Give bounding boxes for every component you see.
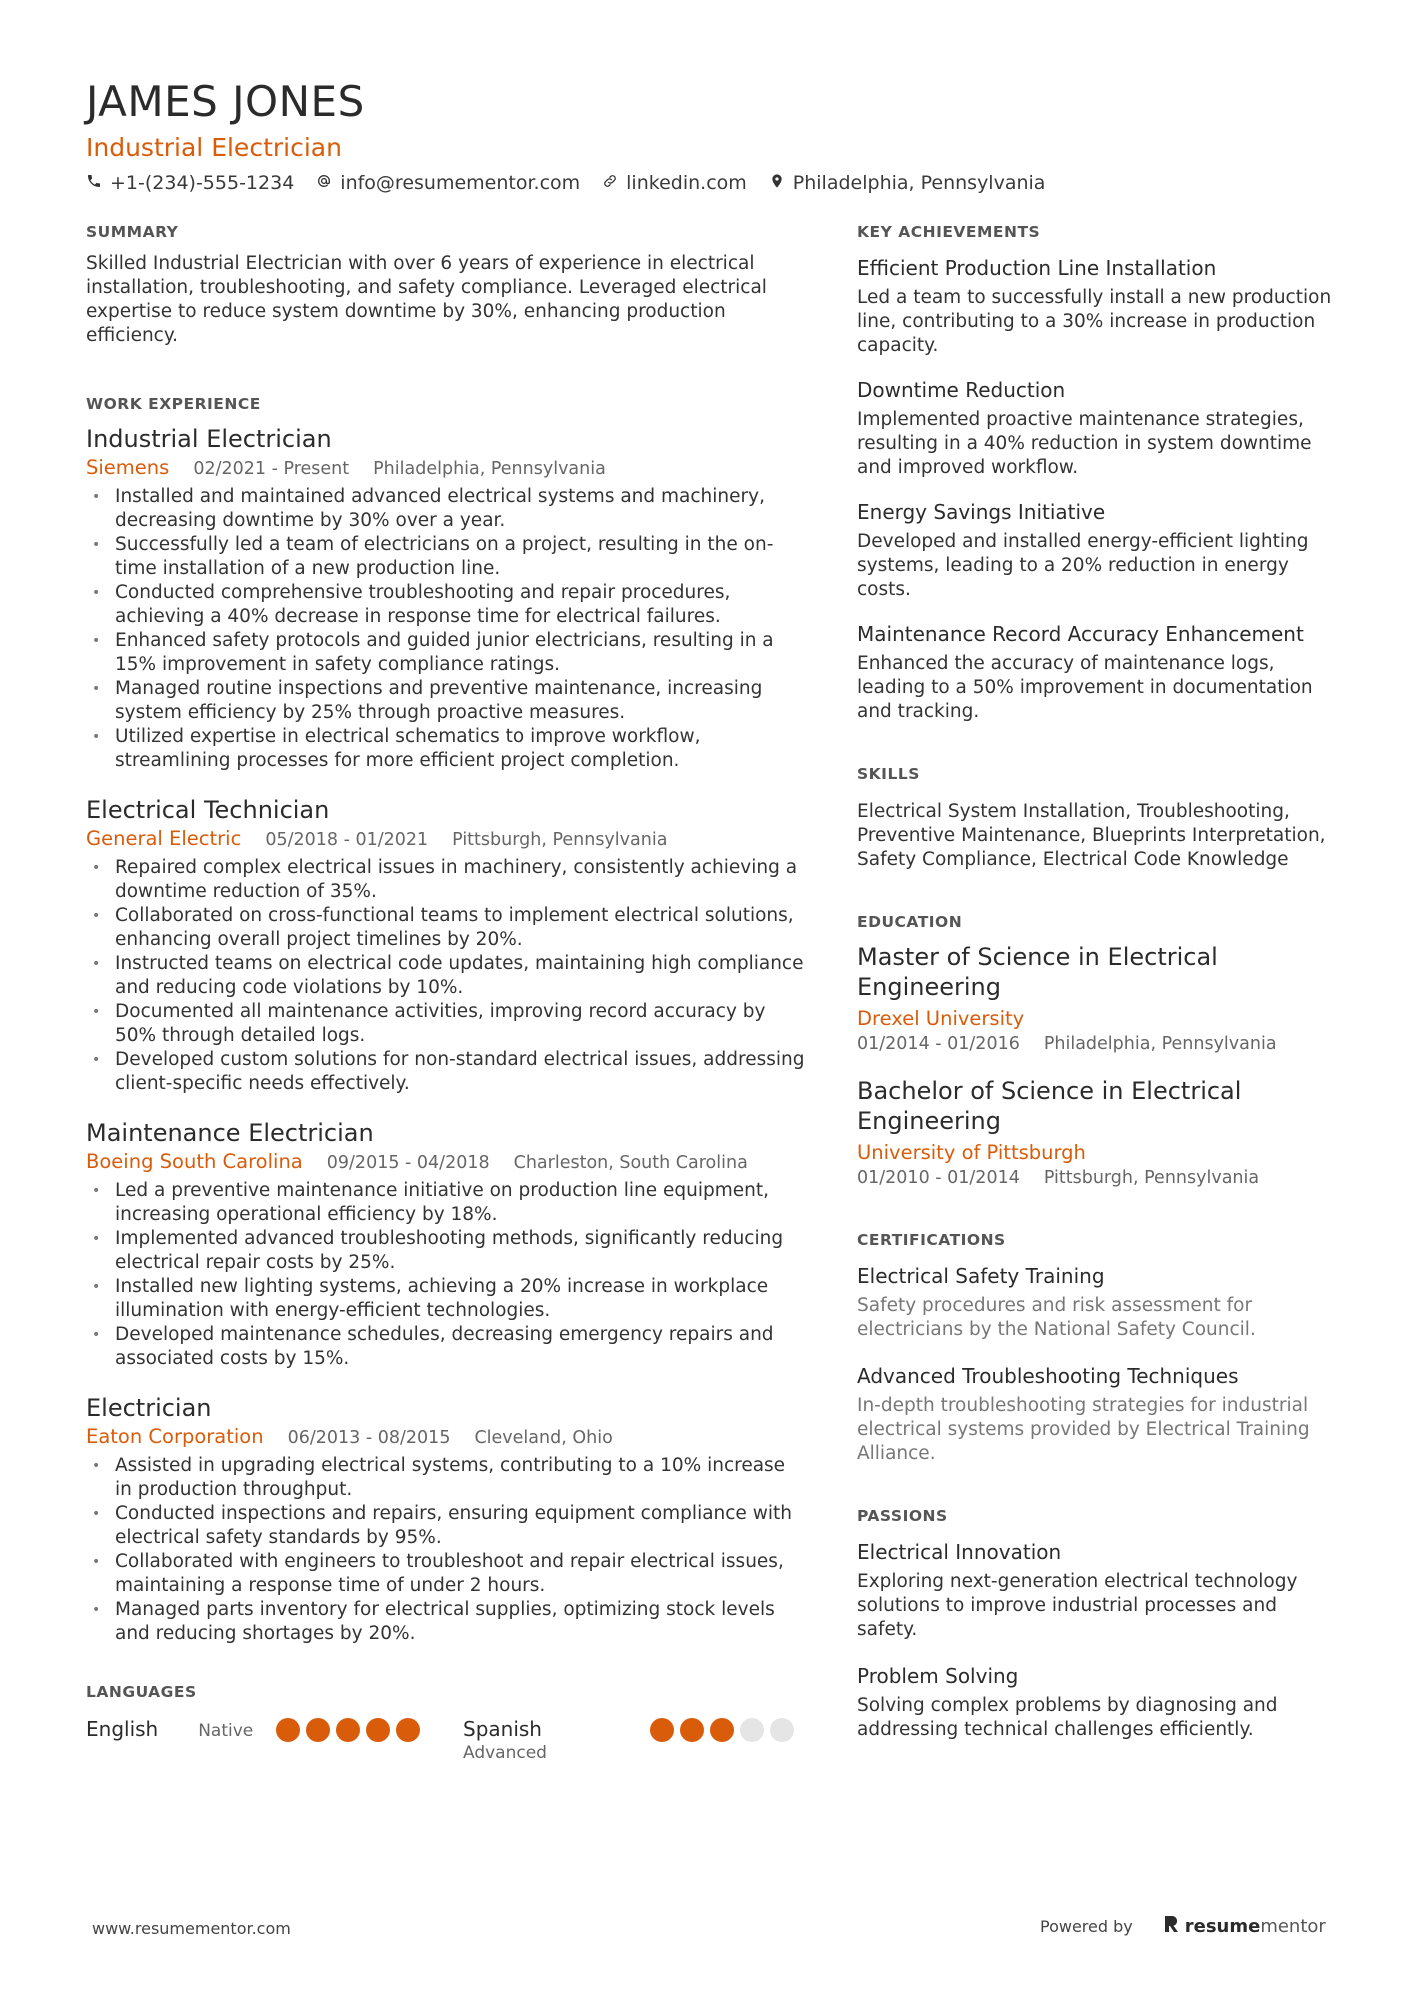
rating-dot-filled xyxy=(710,1718,734,1742)
job-bullet: • Implemented advanced troubleshooting methods, significantly reducing electrical repair costs by 25%. xyxy=(86,1227,806,1275)
job-bullet: • Assisted in upgrading electrical systems, contributing to a 10% increase in production throughput. xyxy=(86,1454,806,1502)
language-level: Native xyxy=(198,1721,254,1741)
achievement-text: Developed and installed energy-efficient lighting systems, leading to a 20% reduction in energy costs. xyxy=(857,531,1309,600)
degree-title: Bachelor of Science in Electrical Engineering xyxy=(857,1077,1242,1135)
job-bullets xyxy=(86,1179,806,1371)
degree-title: Master of Science in Electrical Engineering xyxy=(857,943,1218,1001)
left-column xyxy=(86,222,806,1768)
job-bullet: • Installed and maintained advanced electrical systems and machinery, decreasing downtime by 30% over a year. xyxy=(86,485,806,533)
job-company: Eaton Corporation xyxy=(86,1425,264,1448)
linkedin-text: linkedin.com xyxy=(626,172,747,194)
education-section xyxy=(857,912,1337,1190)
job-bullet: • Developed custom solutions for non-standard electrical issues, addressing client-specific needs effectively. xyxy=(86,1048,806,1096)
rating-dot-filled xyxy=(650,1718,674,1742)
rating-dot-filled xyxy=(396,1718,420,1742)
job-bullet: • Conducted inspections and repairs, ensuring equipment compliance with electrical safety standards by 95%. xyxy=(86,1502,806,1550)
certification-title: Advanced Troubleshooting Techniques xyxy=(857,1364,1239,1388)
education-item xyxy=(857,1076,1337,1190)
job-bullet: • Installed new lighting systems, achieving a 20% increase in workplace illumination with energy-efficient technologies. xyxy=(86,1275,806,1323)
job-dates: 06/2013 - 08/2015 xyxy=(287,1428,451,1448)
languages-row xyxy=(86,1716,806,1768)
job-bullet: • Managed routine inspections and preventive maintenance, increasing system efficiency by 25% through proactive measures. xyxy=(86,677,806,725)
education-dates: 01/2010 - 01/2014 xyxy=(857,1168,1020,1188)
passion-text: Solving complex problems by diagnosing and addressing technical challenges efficiently. xyxy=(857,1695,1278,1740)
rating-dot-filled xyxy=(306,1718,330,1742)
job-title: Maintenance Electrician xyxy=(86,1119,374,1147)
languages-section xyxy=(86,1682,806,1768)
job-company: General Electric xyxy=(86,827,242,850)
achievement-title: Maintenance Record Accuracy Enhancement xyxy=(857,622,1304,646)
education-item xyxy=(857,942,1337,1056)
education-meta xyxy=(857,1032,1337,1056)
job-entry xyxy=(86,424,806,773)
job-bullet: • Developed maintenance schedules, decreasing emergency repairs and associated costs by 15%. xyxy=(86,1323,806,1371)
job-dates: 05/2018 - 01/2021 xyxy=(265,830,429,850)
education-meta xyxy=(857,1166,1337,1190)
job-location: Philadelphia, Pennsylvania xyxy=(373,459,606,479)
job-bullet: • Utilized expertise in electrical schematics to improve workflow, streamlining processes for more efficient project completion. xyxy=(86,725,806,773)
language-name: Spanish xyxy=(463,1717,542,1741)
job-dates: 09/2015 - 04/2018 xyxy=(326,1153,490,1173)
section-title-summary: SUMMARY xyxy=(86,223,179,241)
section-title-education: EDUCATION xyxy=(857,913,963,931)
job-bullet: • Enhanced safety protocols and guided junior electricians, resulting in a 15% improvement in safety compliance ratings. xyxy=(86,629,806,677)
achievement-text: Implemented proactive maintenance strategies, resulting in a 40% reduction in system downtime and improved workflow. xyxy=(857,409,1312,478)
location-pin-icon xyxy=(769,172,785,194)
education-location: Pittsburgh, Pennsylvania xyxy=(1043,1168,1260,1188)
email-text: info@resumementor.com xyxy=(340,172,581,194)
certification-title: Electrical Safety Training xyxy=(857,1264,1105,1288)
resume-header xyxy=(86,76,1326,194)
job-meta xyxy=(86,1425,806,1450)
job-entry xyxy=(86,1118,806,1371)
job-bullets xyxy=(86,856,806,1096)
skills-section xyxy=(857,764,1337,872)
job-bullet: • Documented all maintenance activities, improving record accuracy by 50% through detailed logs. xyxy=(86,1000,806,1048)
contact-linkedin[interactable] xyxy=(602,172,747,194)
job-meta xyxy=(86,1150,806,1175)
certification-item xyxy=(857,1262,1337,1342)
rating-dot-filled xyxy=(366,1718,390,1742)
job-dates: 02/2021 - Present xyxy=(193,459,350,479)
job-title: Electrical Technician xyxy=(86,796,330,824)
job-bullet: • Managed parts inventory for electrical supplies, optimizing stock levels and reducing shortages by 20%. xyxy=(86,1598,806,1646)
certifications-section xyxy=(857,1230,1337,1466)
rating-dot-filled xyxy=(680,1718,704,1742)
summary-section xyxy=(86,222,806,348)
work-experience-section xyxy=(86,394,806,1646)
footer-website[interactable]: www.resumementor.com xyxy=(92,1919,291,1938)
certification-text: In-depth troubleshooting strategies for industrial electrical systems provided by Electrical Training Alliance. xyxy=(857,1395,1310,1464)
candidate-name: JAMES JONES xyxy=(86,77,365,126)
brand-logo[interactable] xyxy=(1163,1915,1326,1938)
passion-item xyxy=(857,1538,1337,1642)
achievement-item xyxy=(857,376,1337,480)
job-bullets xyxy=(86,485,806,773)
achievement-item xyxy=(857,620,1337,724)
phone-text: +1-(234)-555-1234 xyxy=(110,172,295,194)
job-meta xyxy=(86,456,806,481)
job-title: Electrician xyxy=(86,1394,212,1422)
footer-powered-by xyxy=(1040,1915,1326,1938)
job-bullet: • Led a preventive maintenance initiative on production line equipment, increasing operational efficiency by 18%. xyxy=(86,1179,806,1227)
section-title-skills: SKILLS xyxy=(857,765,920,783)
phone-icon xyxy=(86,172,102,194)
contact-bar xyxy=(86,172,1326,194)
job-entry xyxy=(86,795,806,1096)
language-english xyxy=(86,1716,253,1742)
rating-dot-empty xyxy=(740,1718,764,1742)
key-achievements-section xyxy=(857,222,1337,724)
powered-by-label: Powered by xyxy=(1040,1917,1133,1936)
contact-email[interactable] xyxy=(316,172,580,194)
at-icon xyxy=(316,172,332,194)
job-company: Boeing South Carolina xyxy=(86,1150,303,1173)
job-location: Charleston, South Carolina xyxy=(513,1153,748,1173)
job-bullet: • Successfully led a team of electricians on a project, resulting in the on-time installation of a new production line. xyxy=(86,533,806,581)
job-meta xyxy=(86,827,806,852)
job-location: Pittsburgh, Pennsylvania xyxy=(452,830,668,850)
achievement-text: Enhanced the accuracy of maintenance logs, leading to a 50% improvement in documentation and tracking. xyxy=(857,653,1313,722)
achievement-title: Efficient Production Line Installation xyxy=(857,256,1217,280)
job-company: Siemens xyxy=(86,456,170,479)
right-column xyxy=(857,222,1337,1742)
section-title-achievements: KEY ACHIEVEMENTS xyxy=(857,223,1041,241)
section-title-certifications: CERTIFICATIONS xyxy=(857,1231,1006,1249)
passions-section xyxy=(857,1506,1337,1742)
achievement-item xyxy=(857,498,1337,602)
school-name: University of Pittsburgh xyxy=(857,1141,1086,1164)
passion-title: Electrical Innovation xyxy=(857,1540,1062,1564)
brand-name-light: mentor xyxy=(1260,1916,1326,1937)
job-bullet: • Conducted comprehensive troubleshooting and repair procedures, achieving a 40% decrease in response time for electrical failures. xyxy=(86,581,806,629)
education-location: Philadelphia, Pennsylvania xyxy=(1043,1034,1277,1054)
job-bullet: • Repaired complex electrical issues in machinery, consistently achieving a downtime reduction of 35%. xyxy=(86,856,806,904)
summary-text: Skilled Industrial Electrician with over 6 years of experience in electrical installation, troubleshooting, and safety compliance. Leveraged electrical expertise to reduce system downtime by 30%, enhancing production efficiency. xyxy=(86,253,767,346)
school-name: Drexel University xyxy=(857,1007,1025,1030)
contact-location xyxy=(769,172,1046,194)
certification-text: Safety procedures and risk assessment for electricians by the National Safety Council. xyxy=(857,1295,1256,1340)
language-spanish xyxy=(463,1716,547,1764)
language-rating xyxy=(650,1718,794,1742)
achievement-title: Energy Savings Initiative xyxy=(857,500,1106,524)
resumementor-logo-icon xyxy=(1163,1915,1179,1938)
rating-dot-filled xyxy=(276,1718,300,1742)
passion-item xyxy=(857,1662,1337,1742)
section-title-passions: PASSIONS xyxy=(857,1507,948,1525)
job-bullet: • Instructed teams on electrical code updates, maintaining high compliance and reducing code violations by 10%. xyxy=(86,952,806,1000)
contact-phone[interactable] xyxy=(86,172,294,194)
section-title-work: WORK EXPERIENCE xyxy=(86,395,261,413)
rating-dot-empty xyxy=(770,1718,794,1742)
achievement-text: Led a team to successfully install a new production line, contributing to a 30% increase in production capacity. xyxy=(857,287,1332,356)
job-location: Cleveland, Ohio xyxy=(474,1428,613,1448)
section-title-languages: LANGUAGES xyxy=(86,1683,197,1701)
language-level: Advanced xyxy=(463,1743,547,1763)
certification-item xyxy=(857,1362,1337,1466)
education-dates: 01/2014 - 01/2016 xyxy=(857,1034,1020,1054)
job-bullet: • Collaborated on cross-functional teams to implement electrical solutions, enhancing overall project timelines by 20%. xyxy=(86,904,806,952)
achievement-title: Downtime Reduction xyxy=(857,378,1066,402)
job-entry xyxy=(86,1393,806,1646)
job-bullet: • Collaborated with engineers to troubleshoot and repair electrical issues, maintaining a response time of under 2 hours. xyxy=(86,1550,806,1598)
job-title: Industrial Electrician xyxy=(86,425,332,453)
location-text: Philadelphia, Pennsylvania xyxy=(792,172,1046,194)
language-name: English xyxy=(86,1717,159,1741)
achievement-item xyxy=(857,254,1337,358)
passion-text: Exploring next-generation electrical technology solutions to improve industrial processes and safety. xyxy=(857,1571,1298,1640)
rating-dot-filled xyxy=(336,1718,360,1742)
brand-name-bold: resume xyxy=(1184,1916,1261,1937)
skills-text: Electrical System Installation, Troubleshooting, Preventive Maintenance, Blueprints Interpretation, Safety Compliance, Electrical Code Knowledge xyxy=(857,801,1326,870)
passion-title: Problem Solving xyxy=(857,1664,1019,1688)
link-icon xyxy=(602,172,618,194)
job-bullets xyxy=(86,1454,806,1646)
language-rating xyxy=(276,1718,420,1742)
candidate-role: Industrial Electrician xyxy=(86,133,342,162)
